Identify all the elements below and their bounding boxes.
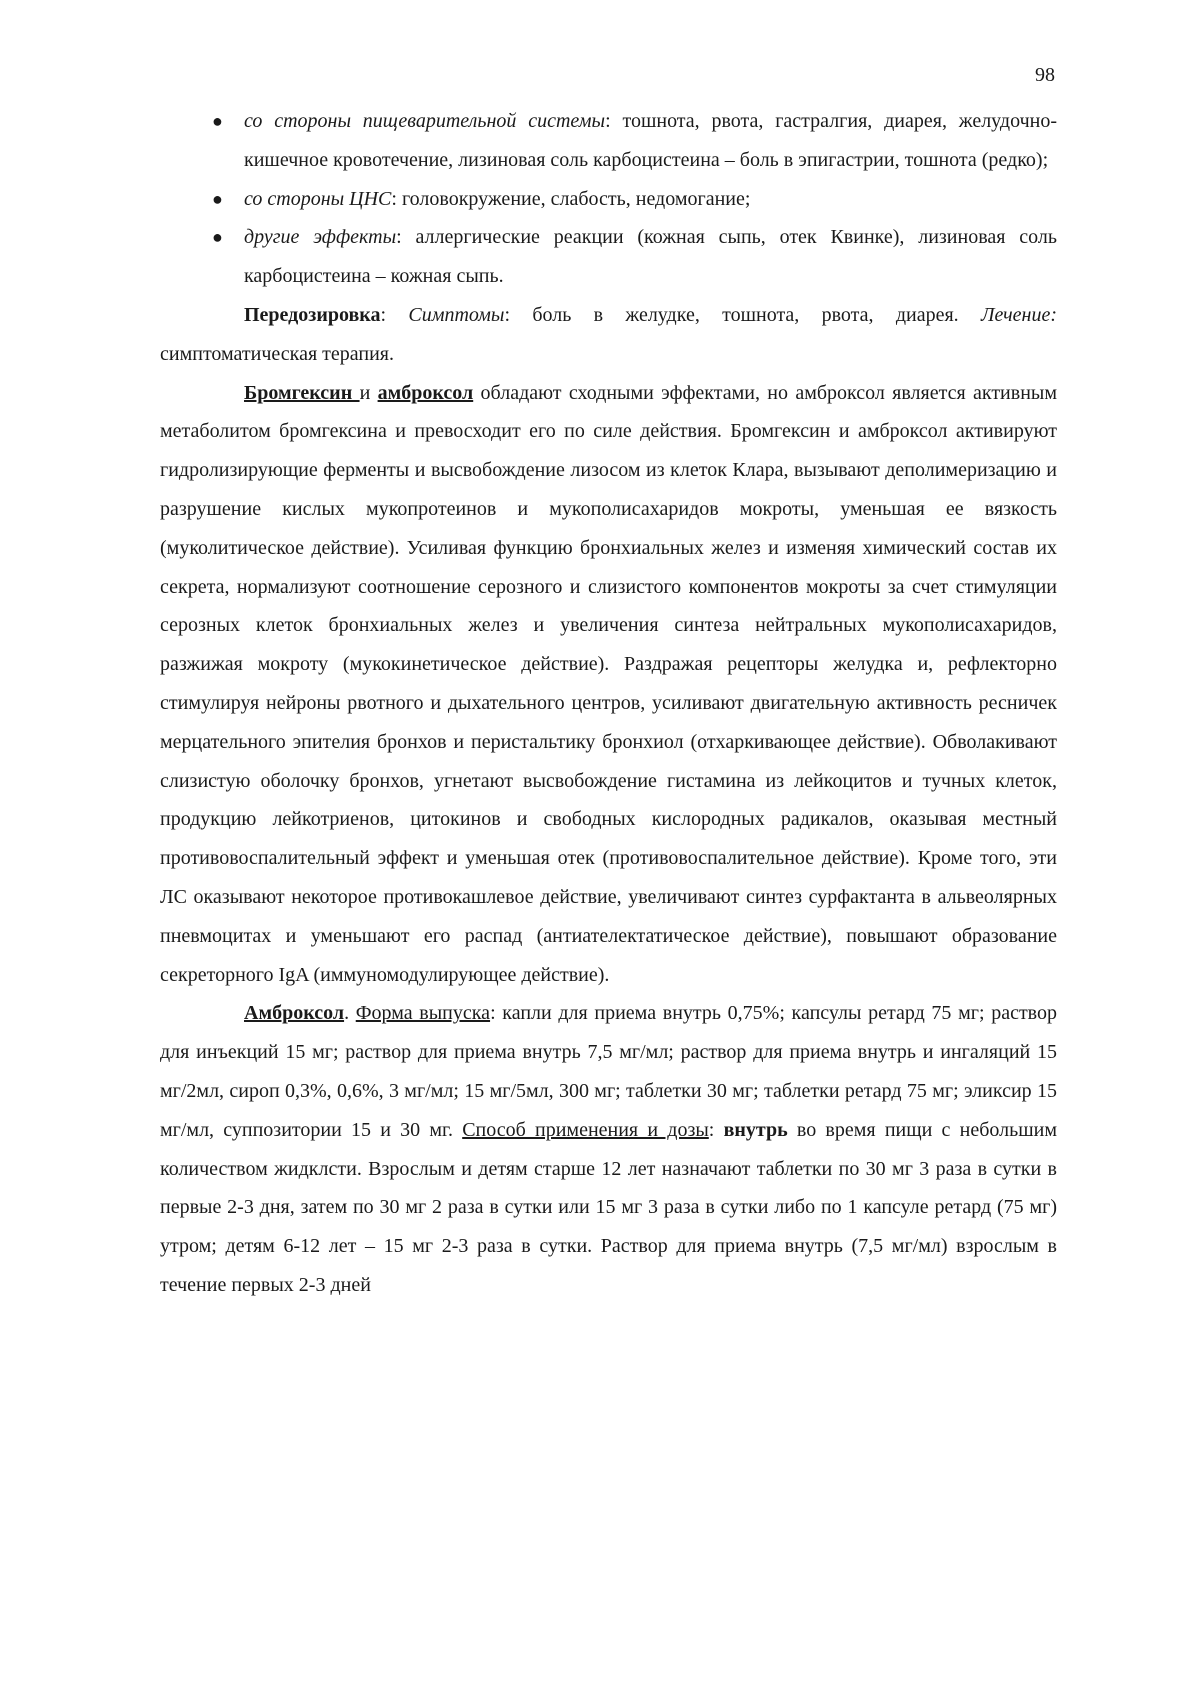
bullet-label: со стороны пищеварительной системы	[244, 110, 606, 132]
bromhexine-paragraph	[160, 374, 1057, 995]
overdose-sep: :	[380, 303, 409, 326]
bullet-icon: ●	[212, 227, 223, 248]
list-item	[160, 180, 1057, 219]
list-item	[160, 218, 1057, 296]
bullet-icon: ●	[212, 111, 223, 131]
bullet-label: со стороны ЦНС	[244, 187, 392, 210]
dose-label: Способ применения и дозы	[462, 1118, 709, 1141]
list-item	[160, 102, 1057, 180]
ambroxol-paragraph	[160, 994, 1057, 1304]
ambroxol-heading: Амброксол	[244, 1002, 345, 1025]
bullet-text: : аллергические реакции (кожная сыпь, отек Квинке), лизиновая соль карбоцистеина – кожная сыпь.	[244, 226, 1057, 288]
treatment-text: симптоматическая терапия.	[160, 342, 394, 365]
form-text: : капли для приема внутрь 0,75%; капсулы ретард 75 мг; раствор для инъекций 15 мг; раствор для приема внутрь 7,5 мг/мл; раствор для приема внутрь и ингаляций 15 мг/2мл, сироп 0,3%, 0,6%, 3 мг/мл; 15 мг/5мл, 300 мг; таблетки 30 мг; таблетки ретард 75 мг; эликсир 15 мг/мл, суппозитории 15 и 30 мг.	[160, 1002, 1057, 1141]
treatment-label: Лечение:	[980, 303, 1057, 326]
bullet-label: другие эффекты	[244, 226, 397, 249]
paragraph-text: обладают сходными эффектами, но амброксол является активным метаболитом бромгексина и превосходит его по силе действия. Бромгексин и амброксол активируют гидролизирующие ферменты и высвобождение лизосом из клеток Клара, вызывают деполимеризацию и разрушение кислых мукопротеинов и мукополисахаридов мокроты, уменьшая ее вязкость (муколитическое действие). Усиливая функцию бронхиальных желез и изменяя химический состав их секрета, нормализуют соотношение серозного и слизистого компонентов мокроты за счет стимуляции серозных клеток бронхиальных желез и увеличения синтеза нейтральных мукополисахаридов, разжижая мокроту (мукокинетическое действие). Раздражая рецепторы желудка и, рефлекторно стимулируя нейроны рвотного и дыхательного центров, усиливают двигательную активность ресничек мерцательного эпителия бронхов и перистальтику бронхиол (отхаркивающее действие). Обволакивают слизистую оболочку бронхов, угнетают высвобождение гистамина из лейкоцитов и тучных клеток, продукцию лейкотриенов, цитокинов и свободных кислородных радикалов, оказывая местный противовоспалительный эффект и уменьшая отек (противовоспалительное действие). Кроме того, эти ЛС оказывают некоторое противокашлевое действие, увеличивают синтез сурфактанта в альвеолярных пневмоцитах и уменьшают его распад (антиателектатическое действие), повышают образование секреторного IgA (иммуномодулирующее действие).	[160, 381, 1057, 986]
symptoms-label: Симптомы	[408, 303, 505, 326]
ambroxol-term: амброксол	[377, 381, 474, 404]
bullet-text: : головокружение, слабость, недомогание;	[391, 187, 751, 210]
symptoms-text: : боль в желудке, тошнота, рвота, диарея.	[504, 303, 981, 326]
bromhexine-term: Бромгексин	[244, 381, 360, 404]
overdose-heading: Передозировка	[244, 303, 381, 326]
bullet-text: : тошнота, рвота, гастралгия, диарея, желудочно-кишечное кровотечение, лизиновая соль карбоцистеина – боль в эпигастрии, тошнота (редко);	[244, 110, 1057, 171]
dose-sep: :	[708, 1118, 724, 1141]
heading-sep: .	[344, 1002, 356, 1025]
page-number: 98	[1035, 64, 1055, 86]
form-label: Форма выпуска	[355, 1002, 491, 1025]
dose-text: во время пищи с небольшим количеством жидклсти. Взрослым и детям старше 12 лет назначают таблетки по 30 мг 3 раза в сутки в первые 2-3 дня, затем по 30 мг 2 раза в сутки или 15 мг 3 раза в сутки либо по 1 капсуле ретард (75 мг) утром; детям 6-12 лет – 15 мг 2-3 раза в сутки. Раствор для приема внутрь (7,5 мг/мл) взрослым в течение первых 2-3 дней	[160, 1118, 1057, 1296]
page-content	[160, 102, 1057, 1305]
route-label: внутрь	[723, 1118, 788, 1141]
side-effects-list	[160, 102, 1057, 296]
overdose-paragraph	[160, 296, 1057, 374]
bullet-icon: ●	[212, 188, 223, 209]
conjunction: и	[359, 381, 378, 404]
